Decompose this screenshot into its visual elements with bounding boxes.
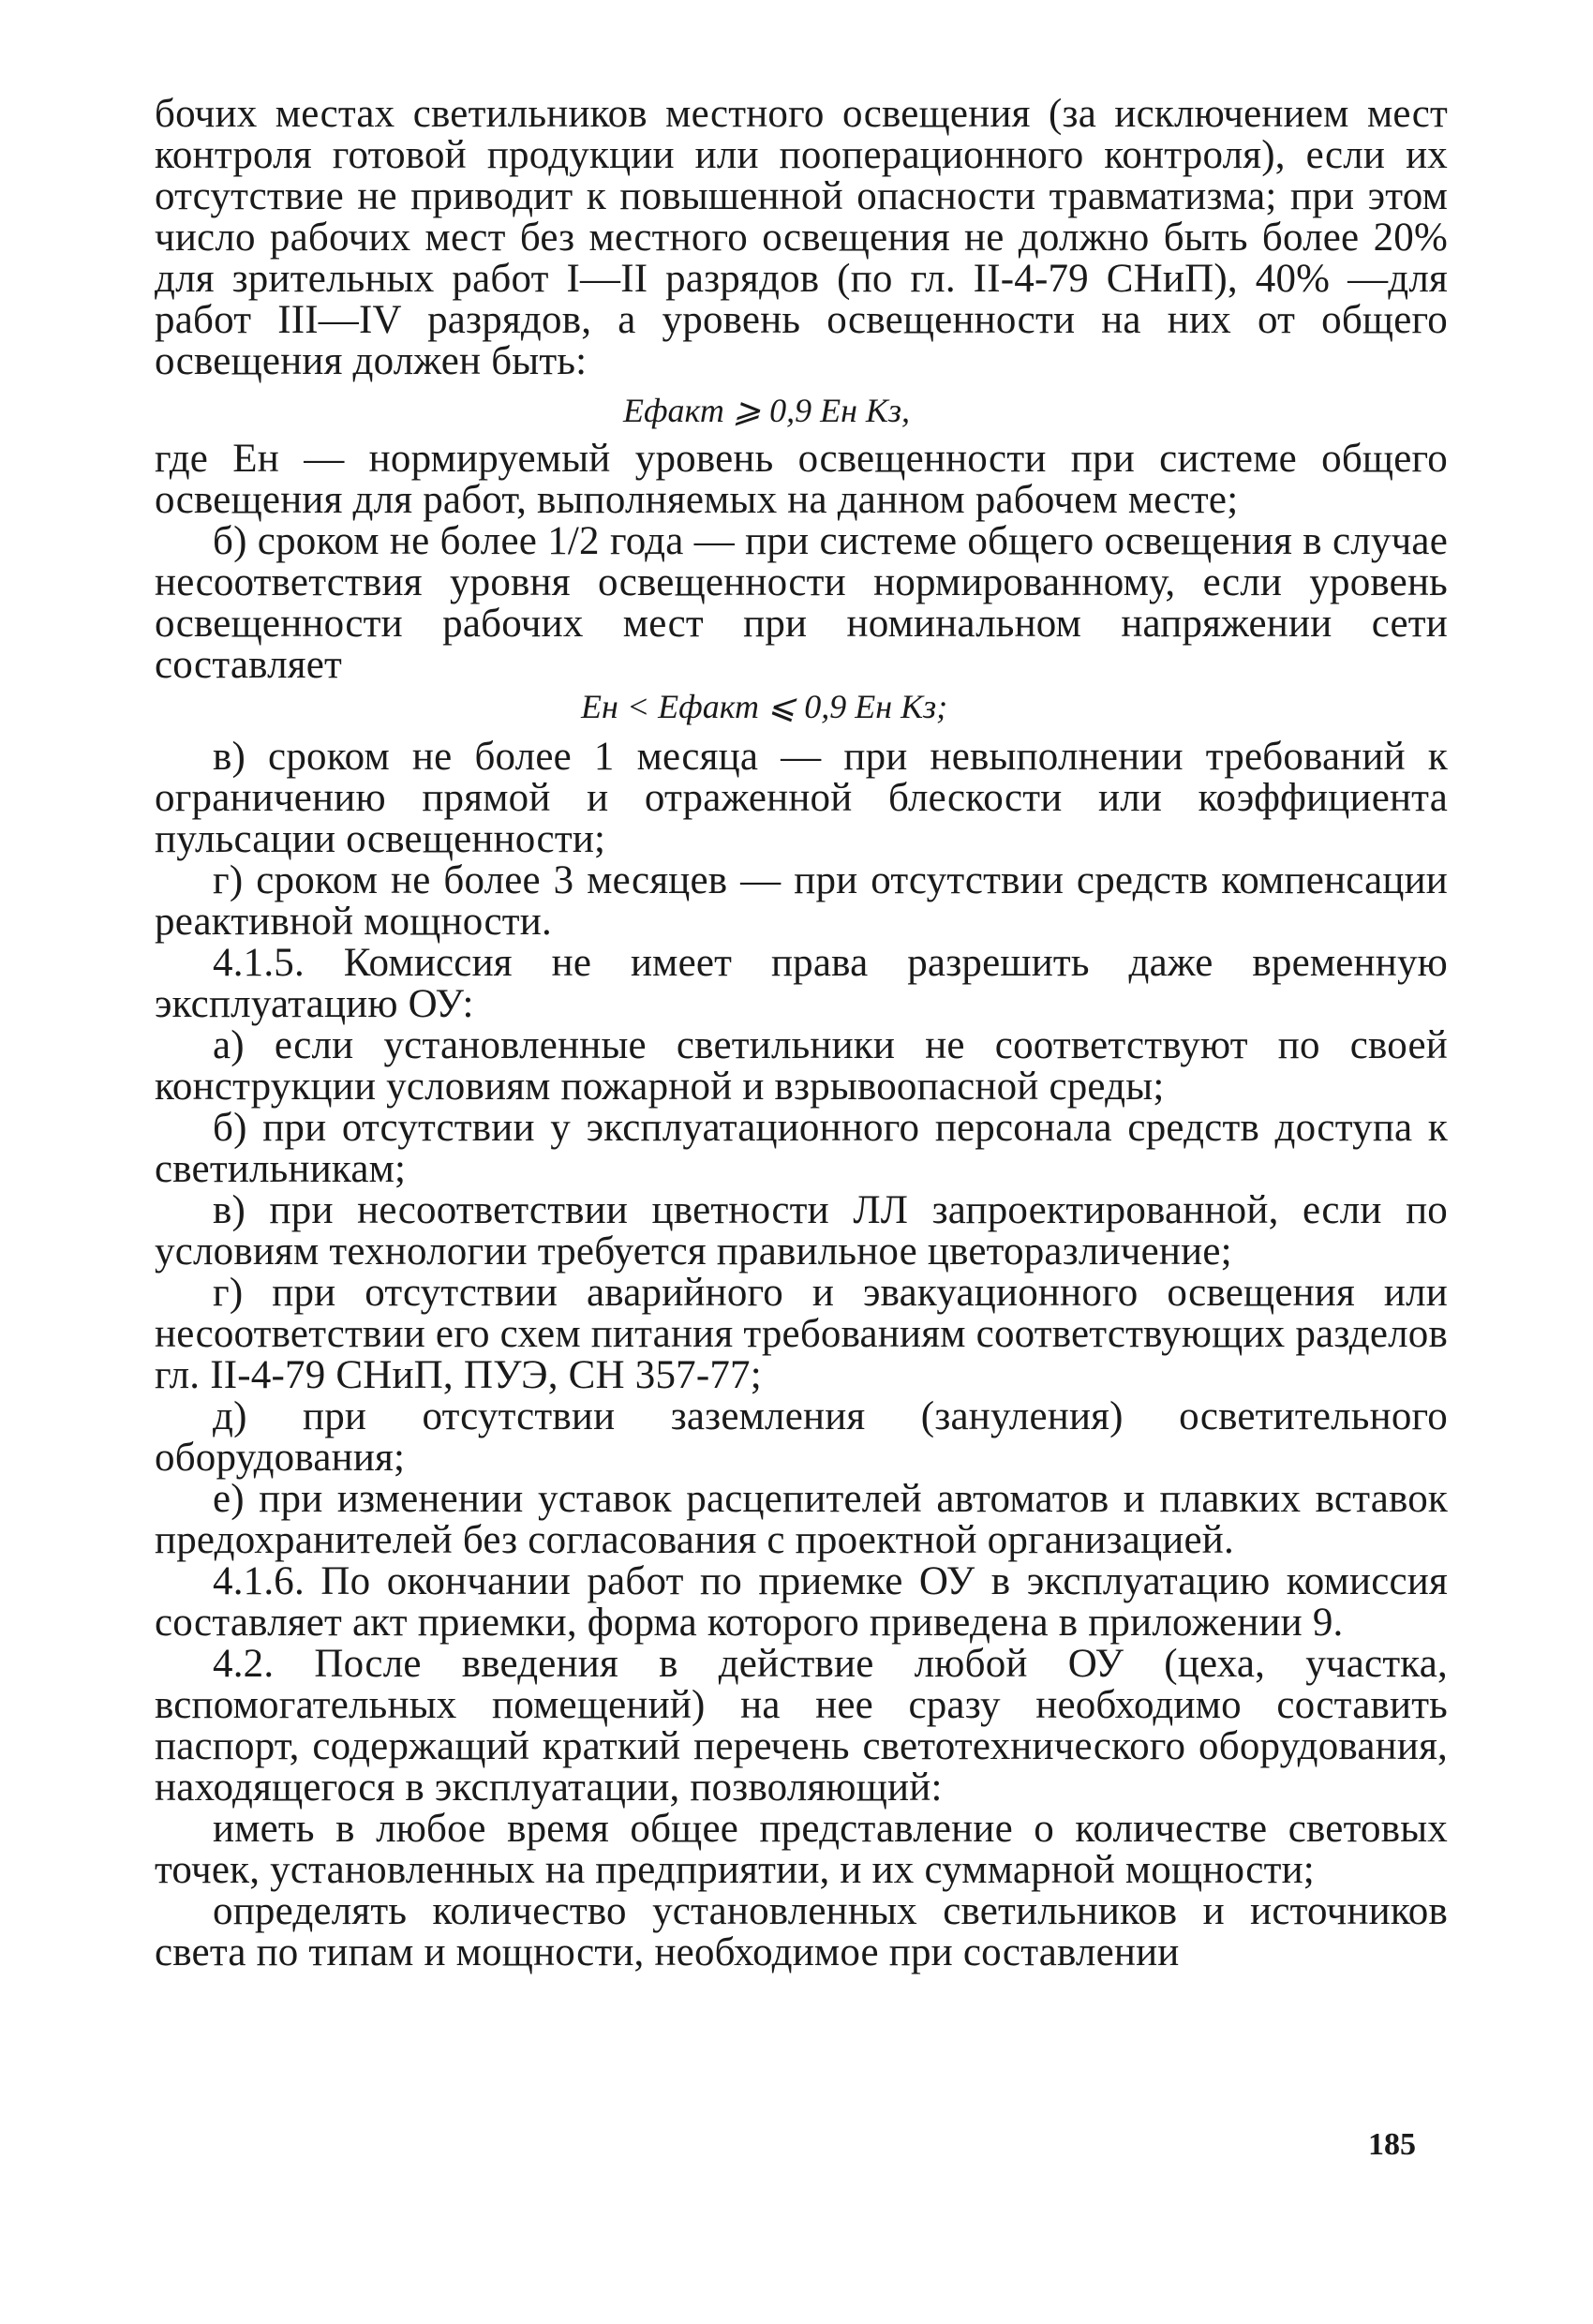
paragraph-intro: бочих местах светильников местного освещения (за исключением мест контроля готовой продукции или пооперационного контроля), если их отсутствие не приводит к повышенной опасности травматизма; при этом число рабочих мест без местного освещения не должно быть более 20% для зрительных работ I—II разрядов (по гл. II-4-79 СНиП), 40% —для работ III—IV разрядов, а уровень освещенности на них от общего освещения должен быть: [155,92,1448,383]
formula-efact: Eфакт ⩾ 0,9 Eн Kз, [623,392,910,429]
paragraph-item-d-grounding: д) при отсутствии заземления (зануления) осветительного оборудования; [155,1394,1448,1480]
formula-en-range: Eн < Eфакт ⩽ 0,9 Eн Kз; [581,688,948,725]
paragraph-passport-purpose-2: определять количество установленных светильников и источников света по типам и мощности, необходимое при составлении [155,1889,1448,1974]
paragraph-passport-purpose-1: иметь в любое время общее представление о количестве световых точек, установленных на предприятии, и их суммарной мощности; [155,1807,1448,1892]
paragraph-item-g-three-months: г) сроком не более 3 месяцев — при отсутствии средств компенсации реактивной мощности. [155,858,1448,944]
paragraph-item-g-emergency: г) при отсутствии аварийного и эвакуационного освещения или несоответствии его схем питания требованиям соответствующих разделов гл. II-4-79 СНиП, ПУЭ, СН 357-77; [155,1271,1448,1397]
paragraph-section-4-1-5: 4.1.5. Комиссия не имеет права разрешить даже временную эксплуатацию ОУ: [155,941,1448,1026]
paragraph-where-en: где Eн — нормируемый уровень освещенности при системе общего освещения для работ, выполняемых на данном рабочем месте; [155,437,1448,522]
paragraph-item-v-color: в) при несоответствии цветности ЛЛ запроектированной, если по условиям технологии требуется правильное цветоразличение; [155,1188,1448,1274]
paragraph-item-b-half-year: б) сроком не более 1/2 года — при системе общего освещения в случае несоответствия уровня освещенности нормированному, если уровень освещенности рабочих мест при номинальном напряжении сети составляет [155,519,1448,687]
paragraph-section-4-1-6: 4.1.6. По окончании работ по приемке ОУ в эксплуатацию комиссия составляет акт приемки, форма которого приведена в приложении 9. [155,1559,1448,1645]
paragraph-section-4-2: 4.2. После введения в действие любой ОУ (цеха, участка, вспомогательных помещений) на нее сразу необходимо составить паспорт, содержащий краткий перечень светотехнического оборудования, находящегося в эксплуатации, позволяющий: [155,1642,1448,1810]
paragraph-item-a-fixtures: а) если установленные светильники не соответствуют по своей конструкции условиям пожарной и взрывоопасной среды; [155,1023,1448,1109]
page-number: 185 [1368,2127,1416,2162]
paragraph-item-v-month: в) сроком не более 1 месяца — при невыполнении требований к ограничению прямой и отраженной блескости или коэффициента пульсации освещенности; [155,735,1448,861]
paragraph-item-b-access: б) при отсутствии у эксплуатационного персонала средств доступа к светильникам; [155,1106,1448,1191]
paragraph-item-e-breakers: е) при изменении уставок расцепителей автоматов и плавких вставок предохранителей без согласования с проектной организацией. [155,1477,1448,1562]
page-body [155,94,1448,1974]
